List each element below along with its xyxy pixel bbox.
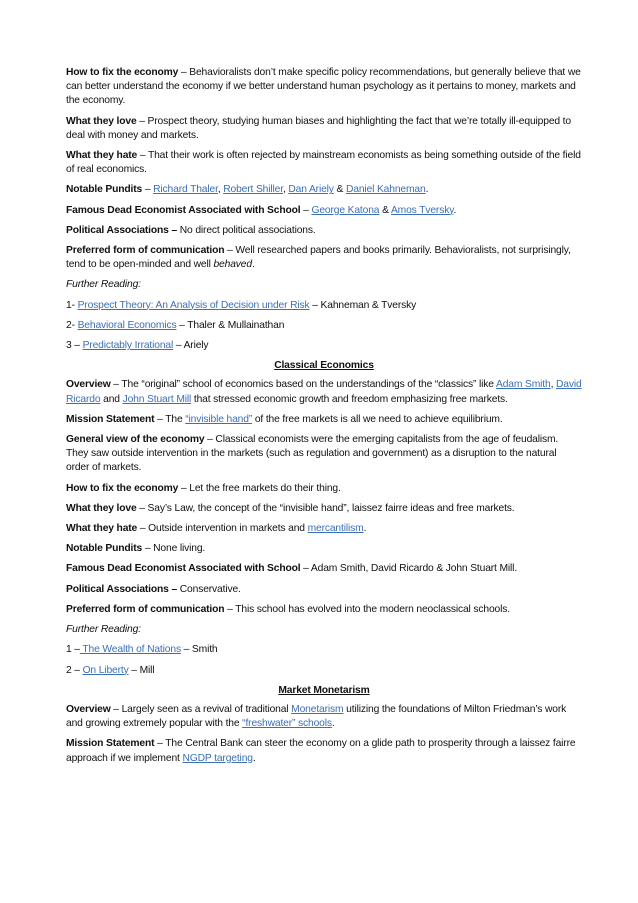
section-title: Market Monetarism (278, 684, 370, 696)
hyperlink[interactable]: Daniel Kahneman (345, 184, 426, 196)
paragraph (66, 623, 582, 637)
section-heading (66, 684, 582, 698)
paragraph (66, 482, 582, 496)
body-text: – Thaler & Mullainathan (176, 319, 285, 331)
field-label: What they love (66, 502, 137, 514)
body-text: . (425, 184, 429, 196)
paragraph (66, 583, 582, 597)
body-text: – Let the free markets do their thing. (178, 482, 341, 494)
body-text: – Adam Smith, David Ricardo & John Stuart Mill. (300, 563, 518, 575)
body-text: . (251, 259, 255, 271)
paragraph (66, 502, 582, 516)
paragraph (66, 224, 582, 238)
body-text: – That their work is often rejected by mainstream economists as being something outside of the field of real economics. (66, 150, 581, 176)
hyperlink[interactable]: Robert Shiller (223, 184, 283, 196)
hyperlink[interactable]: The Wealth of Nations (79, 644, 181, 656)
body-text: , (217, 184, 224, 196)
body-text: – Prospect theory, studying human biases and highlighting the fact that we’re totally ill-equipped to deal with money and markets. (66, 115, 571, 141)
paragraph (66, 603, 582, 617)
paragraph (66, 737, 582, 765)
body-text: – The “original” school of economics based on the understandings of the “classics” like (110, 379, 496, 391)
body-text: 1 – (66, 644, 80, 656)
body-text: – Ariely (173, 340, 209, 352)
italic-text: Further Reading: (66, 624, 141, 636)
body-text: 1- (66, 299, 78, 311)
paragraph (66, 433, 582, 476)
document-body (66, 66, 582, 772)
hyperlink[interactable]: NGDP targeting (182, 752, 253, 764)
field-label: Political Associations – (66, 583, 178, 595)
body-text: . (331, 718, 335, 730)
paragraph (66, 115, 582, 143)
body-text: – This school has evolved into the modern neoclassical schools. (224, 603, 510, 615)
body-text: – The (154, 413, 186, 425)
body-text: 3 – (66, 340, 83, 352)
field-label: Mission Statement (66, 413, 155, 425)
paragraph (66, 562, 582, 576)
body-text: – The Central Bank can steer the economy on a glide path to prosperity through a laissez fairre approach if we implement (66, 738, 576, 764)
paragraph (66, 522, 582, 536)
hyperlink[interactable]: “freshwater” schools (242, 718, 332, 730)
hyperlink[interactable]: John Stuart Mill (122, 393, 192, 405)
paragraph (66, 643, 582, 657)
hyperlink[interactable]: mercantilism (307, 523, 364, 535)
body-text: – (300, 204, 312, 216)
hyperlink[interactable]: Adam Smith (496, 379, 551, 391)
body-text: – Largely seen as a revival of traditional (110, 703, 292, 715)
hyperlink[interactable]: On Liberty (82, 664, 129, 676)
body-text: – Behavioralists don’t make specific policy recommendations, but generally believe that we can better understand the economy if we better understand human psychology as it pertains to money, markets and the economy. (66, 67, 581, 107)
paragraph (66, 244, 582, 272)
body-text: , (282, 184, 289, 196)
paragraph (66, 66, 582, 109)
body-text: . (252, 752, 256, 764)
field-label: General view of the economy (66, 434, 205, 446)
hyperlink[interactable]: Predictably Irrational (82, 340, 174, 352)
field-label: Mission Statement (66, 738, 155, 750)
field-label: Notable Pundits (66, 543, 143, 555)
body-text: 2- (66, 319, 78, 331)
hyperlink[interactable]: George Katona (311, 204, 380, 216)
body-text: – Outside intervention in markets and (137, 523, 308, 535)
body-text: – Classical economists were the emerging capitalists from the age of feudalism. They saw outside intervention in the markets (such as regulation and government) as a disruption to the natural order of markets. (66, 434, 559, 474)
paragraph (66, 278, 582, 292)
body-text: No direct political associations. (177, 224, 316, 236)
body-text: – (142, 184, 154, 196)
field-label: How to fix the economy (66, 67, 179, 78)
hyperlink[interactable]: Prospect Theory: An Analysis of Decision under Risk (77, 299, 310, 311)
section-title: Classical Economics (274, 360, 374, 372)
field-label: Notable Pundits (66, 184, 143, 196)
body-text: – Kahneman & Tversky (309, 299, 417, 311)
body-text: of the free markets is all we need to achieve equilibrium. (252, 413, 503, 425)
body-text: utilizing the foundations of Milton Friedman’s work and growing extremely popular with the (66, 703, 567, 730)
paragraph (66, 299, 582, 313)
italic-text: Further Reading: (66, 279, 141, 291)
section-heading (66, 359, 582, 373)
hyperlink[interactable]: David Ricardo (66, 379, 582, 405)
field-label: Political Associations – (66, 224, 178, 236)
body-text: – Smith (180, 644, 218, 656)
hyperlink[interactable]: Monetarism (291, 703, 344, 715)
body-text: . (363, 523, 367, 535)
hyperlink[interactable]: “invisible hand” (185, 413, 253, 425)
body-text: 2 – (66, 664, 83, 676)
field-label: Famous Dead Economist Associated with School (66, 563, 301, 575)
hyperlink[interactable]: Behavioral Economics (77, 319, 177, 331)
field-label: Preferred form of communication (66, 603, 225, 615)
field-label: What they hate (66, 523, 138, 535)
paragraph (66, 542, 582, 556)
field-label: What they hate (66, 150, 138, 162)
body-text: . (453, 204, 457, 216)
field-label: Overview (66, 703, 111, 715)
body-text: Conservative. (177, 583, 241, 595)
paragraph (66, 703, 582, 731)
paragraph (66, 204, 582, 218)
paragraph (66, 413, 582, 427)
body-text: and (100, 393, 123, 405)
body-text: , (550, 379, 557, 391)
field-label: Famous Dead Economist Associated with School (66, 204, 301, 216)
field-label: What they love (66, 115, 137, 127)
field-label: Preferred form of communication (66, 245, 225, 257)
paragraph (66, 149, 582, 177)
field-label: How to fix the economy (66, 482, 179, 494)
paragraph (66, 378, 582, 406)
hyperlink[interactable]: Amos Tversky (390, 204, 454, 216)
paragraph (66, 339, 582, 353)
body-text: – None living. (142, 543, 206, 555)
paragraph (66, 664, 582, 678)
field-label: Overview (66, 379, 111, 391)
paragraph (66, 183, 582, 197)
body-text: – Well researched papers and books primarily. Behavioralists, not surprisingly, tend to be open-minded and well (66, 245, 571, 271)
paragraph (66, 319, 582, 333)
body-text: & (333, 184, 346, 196)
body-text: – Say’s Law, the concept of the “invisible hand”, laissez fairre ideas and free markets. (136, 502, 515, 514)
hyperlink[interactable]: Richard Thaler (153, 184, 218, 196)
hyperlink[interactable]: Dan Ariely (288, 184, 334, 196)
body-text: that stressed economic growth and freedom emphasizing free markets. (191, 393, 508, 405)
body-text: – Mill (128, 664, 155, 676)
italic-text: behaved (213, 259, 252, 271)
body-text: & (379, 204, 391, 216)
